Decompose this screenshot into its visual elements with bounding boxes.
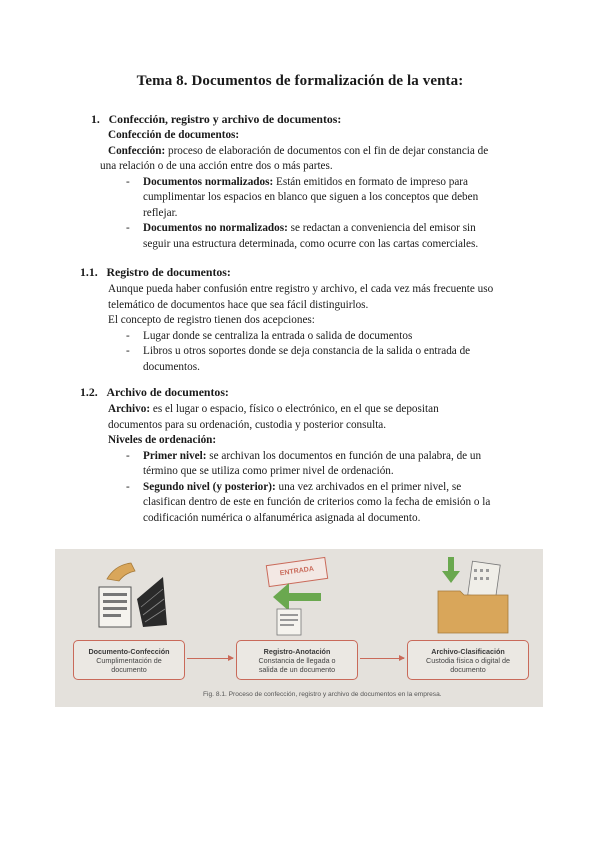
section-title: Confección, registro y archivo de documentos: [108, 112, 342, 126]
definition-term: Archivo: [108, 403, 151, 415]
list-text: documentos. [143, 360, 200, 373]
list-term: Documentos no normalizados: [143, 222, 288, 234]
section-1-1-body [108, 282, 538, 375]
bullet-dash: - [126, 480, 130, 493]
list-text: Lugar donde se centraliza la entrada o salida de documentos [143, 329, 413, 342]
section-number: 1. [91, 112, 100, 126]
step-title: Registro-Anotación [263, 647, 331, 656]
step-text: Constancia de llegada o [258, 656, 336, 665]
process-figure [55, 549, 543, 707]
section-1-2-heading [80, 385, 229, 402]
list-term: Primer nivel: [143, 449, 207, 462]
step-archivo [407, 640, 529, 680]
step-text: Custodia física o digital de [426, 656, 510, 665]
list-item [108, 329, 538, 345]
list-text: término que se utiliza como primer nivel de ordenación. [143, 465, 394, 477]
bullet-dash: - [126, 449, 130, 462]
list-term: Segundo nivel (y posterior): [143, 480, 276, 493]
process-arrow [360, 658, 404, 659]
bullet-dash: - [126, 329, 130, 342]
section-1-2-body [108, 402, 538, 526]
section-1-body [100, 128, 528, 252]
step-title: Archivo-Clasificación [431, 647, 505, 656]
document-hand-icon [85, 557, 175, 637]
subheading: Confección de documentos: [108, 129, 240, 141]
definition-term: Confección: [108, 144, 166, 157]
incoming-arrow-icon [251, 579, 351, 637]
list-term: Documentos normalizados: [143, 175, 274, 188]
list-text: se redactan a conveniencia del emisor sin [287, 222, 476, 234]
list-item [108, 449, 538, 480]
definition-text-line: documentos para su ordenación, custodia y posterior consulta. [108, 418, 387, 431]
list-text: cumplimentar los espacios en blanco que siguen a los conceptos que deben [143, 191, 479, 203]
paragraph: telemático de documentos hace que sea fácil distinguirlos. [108, 298, 369, 311]
step-title: Documento-Confección [88, 647, 170, 656]
list-item [108, 175, 528, 222]
step-text: salida de un documento [258, 665, 336, 674]
definition-paragraph [108, 402, 538, 418]
step-text: documento [111, 665, 147, 674]
section-title: Registro de documentos: [106, 265, 231, 279]
step-confeccion [73, 640, 185, 680]
list-text: se archivan los documentos en función de una palabra, de un [206, 449, 482, 462]
list-text: codificación numérica o alfanumérica asignada al documento. [143, 511, 421, 524]
definition-paragraph [108, 144, 528, 160]
bullet-dash: - [126, 345, 130, 357]
figure-caption: Fig. 8.1. Proceso de confección, registro y archivo de documentos en la empresa. [203, 691, 442, 698]
page-title: Tema 8. Documentos de formalización de la venta: [136, 73, 464, 89]
folder-archive-icon [430, 555, 530, 635]
definition-text: es el lugar o espacio, físico o electrónico, en el que se depositan [150, 403, 439, 415]
list-text: clasifican dentro de este en función de criterios como la fecha de emisión o la [143, 496, 491, 508]
subheading: Niveles de ordenación: [108, 434, 217, 446]
step-text: Cumplimentación de [96, 656, 162, 665]
list-text: Están emitidos en formato de impreso para [273, 175, 468, 188]
definition-text: proceso de elaboración de documentos con el fin de dejar constancia de [165, 144, 489, 157]
step-registro [236, 640, 358, 680]
list-text: Libros u otros soportes donde se deja constancia de la salida o entrada de [143, 345, 471, 357]
entrada-stamp: ENTRADA [266, 557, 328, 587]
bullet-dash: - [126, 175, 130, 188]
list-text: seguir una estructura determinada, como ocurre con las cartas comerciales. [143, 237, 479, 250]
step-text: documento [450, 665, 486, 674]
list-text: reflejar. [143, 206, 178, 219]
paragraph: Aunque pueda haber confusión entre registro y archivo, el cada vez más frecuente uso [108, 283, 494, 295]
list-text: una vez archivados en el primer nivel, se [275, 480, 462, 493]
section-title: Archivo de documentos: [106, 385, 229, 399]
section-number: 1.1. [80, 265, 98, 279]
list-item [108, 480, 538, 527]
bullet-dash: - [126, 222, 130, 234]
section-number: 1.2. [80, 385, 98, 399]
paragraph: El concepto de registro tienen dos acepciones: [108, 314, 315, 326]
section-1-heading [91, 112, 341, 129]
section-1-1-heading [80, 265, 231, 282]
list-item [108, 344, 538, 375]
definition-text-line: una relación o de una acción entre dos o más partes. [100, 160, 333, 172]
list-item [108, 221, 528, 252]
process-arrow [187, 658, 233, 659]
